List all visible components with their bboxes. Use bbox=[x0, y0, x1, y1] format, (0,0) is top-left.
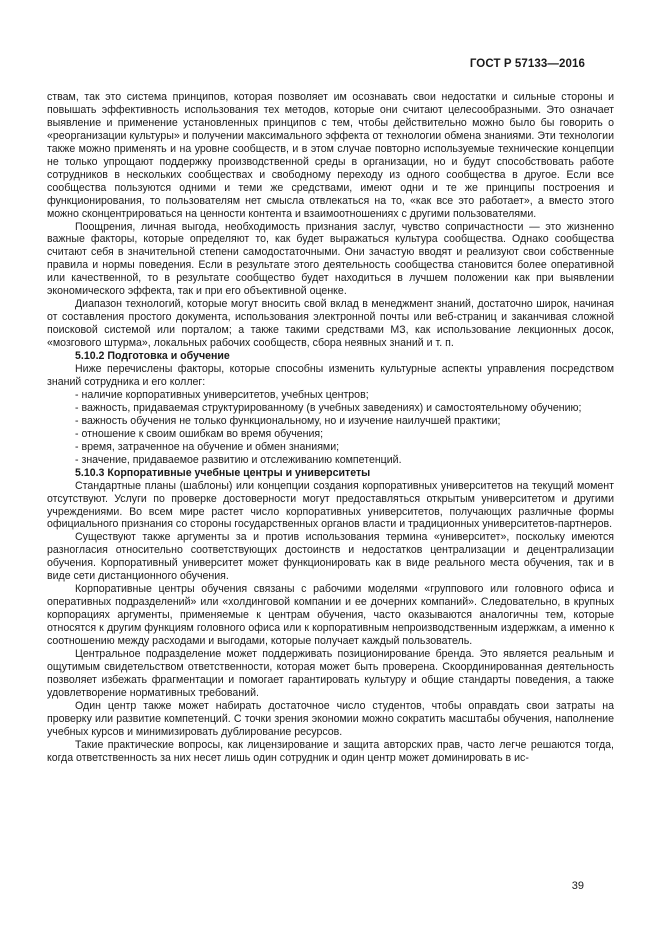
paragraph: Существуют также аргументы за и против использования термина «университет», поскольку имеются разногласия относительно соответствующих достоинств и недостатков централизации и децентрализации обучения. Корпоративный университет может функционировать как в виде реального места обучения, так и в виде сети дистанционного обучения. bbox=[47, 531, 614, 583]
list-item: - отношение к своим ошибкам во время обучения; bbox=[75, 427, 324, 440]
page-body bbox=[47, 91, 614, 765]
paragraph: Корпоративные центры обучения связаны с рабочими моделями «группового или головного офиса и оперативных подразделений» или «холдинговой компании и ее дочерних компаний». Следовательно, в крупных корпорациях аргументы, применяемые к центрам обучения, часто оказываются аналогичны тем, которые относятся к другим функциям головного офиса или к корпоративным непроизводственным издержкам, а именно к соотношению между расходами и выгодами, которые получает каждый пользователь. bbox=[47, 583, 614, 648]
paragraph: Ниже перечислены факторы, которые способны изменить культурные аспекты управления посредством знаний сотрудника и его коллег: bbox=[47, 363, 614, 388]
paragraph: Центральное подразделение может поддерживать позиционирование бренда. Это является реальным и ощутимым свидетельством ответственности, которая может быть проверена. Скоординированная деятельность позволяет избежать фрагментации и помогает гарантировать культуру и общие стандарты поведения, а также удовлетворение нормативных требований. bbox=[47, 647, 614, 699]
paragraph: Диапазон технологий, которые могут вносить свой вклад в менеджмент знаний, достаточно широк, начиная от составления простого документа, использования электронной почты или веб-страниц и заканчивая сложной поисковой системой или порталом; а также такими средствами МЗ, как использование лекционных досок, «мозгового штурма», локальных рабочих сообществ, сбора неявных знаний и т. п. bbox=[47, 298, 614, 350]
paragraph: Один центр также может набирать достаточное число студентов, чтобы оправдать свои затраты на проверку или развитие компетенций. С точки зрения экономии можно сократить масштабы обучения, наполнение учебных курсов и минимизировать дублирование ресурсов. bbox=[47, 699, 614, 738]
list-item: - время, затраченное на обучение и обмен знаниями; bbox=[75, 440, 340, 453]
list-item: - значение, придаваемое развитию и отслеживанию компетенций. bbox=[75, 453, 402, 466]
list-item: - важность обучения не только функциональному, но и изучение наилучшей практики; bbox=[75, 414, 501, 427]
paragraph: Такие практические вопросы, как лицензирование и защита авторских прав, часто легче решаются тогда, когда ответственность за них несет лишь один сотрудник и один центр может доминировать в ис- bbox=[47, 738, 614, 764]
paragraph: ствам, так это система принципов, которая позволяет им осознавать свои недостатки и сильные стороны и повышать эффективность использования тех методов, которые они считают целесообразными. Это означает выявление и применение установленных принципов с тем, чтобы действительно можно было бы говорить о «реорганизации культуры» и получении максимального эффекта от технологии обмена знаниями. Эти технологии также можно применять и на уровне сообществ, и в этом случае повторно используемые технические концепции не только упрощают поддержку производственной среды в организации, но и будут способствовать работе сотрудников в нескольких сообществах и свободному переходу из одного сообщества в другое. Если все сообщества пользуются одними и теми же средствами, имеют одни и те же принципы построения и функционирования, то пользователям нет смысла отвлекаться на то, «как все это работает», а вместо этого можно сконцентрироваться на ценности контента и взаимоотношениях с другими пользователями. bbox=[47, 91, 614, 220]
paragraph: Стандартные планы (шаблоны) или концепции создания корпоративных университетов на текущий момент отсутствуют. Услуги по проверке достоверности могут предоставляться открытым университетом и другими учреждениями. Во всем мире растет число корпоративных университетов, получающих различные формы официального признания со стороны государственных органов власти и традиционных университетов-партнеров. bbox=[47, 479, 614, 531]
list-item: - наличие корпоративных университетов, учебных центров; bbox=[75, 388, 369, 401]
section-heading-5-10-3: 5.10.3 Корпоративные учебные центры и университеты bbox=[75, 466, 371, 479]
page-number: 39 bbox=[571, 880, 584, 892]
section-heading-5-10-2: 5.10.2 Подготовка и обучение bbox=[75, 350, 230, 363]
document-header: ГОСТ Р 57133—2016 bbox=[469, 58, 585, 70]
paragraph: Поощрения, личная выгода, необходимость признания заслуг, чувство сопричастности — это жизненно важные факторы, которые определяют то, как будет выражаться культура сообщества. Однако сообщества считают себя в значительной степени самодостаточными. Они зачастую вводят и реализуют свои собственные правила и нормы поведения. Если в результате этого деятельность сообщества становится более оперативной или качественной, то в результате сообщество будет находиться в лучшем положении как при выявлении экономического эффекта, так и при его объективной оценке. bbox=[47, 220, 614, 298]
list-item: - важность, придаваемая структурированному (в учебных заведениях) и самостоятельному обучению; bbox=[75, 401, 582, 414]
